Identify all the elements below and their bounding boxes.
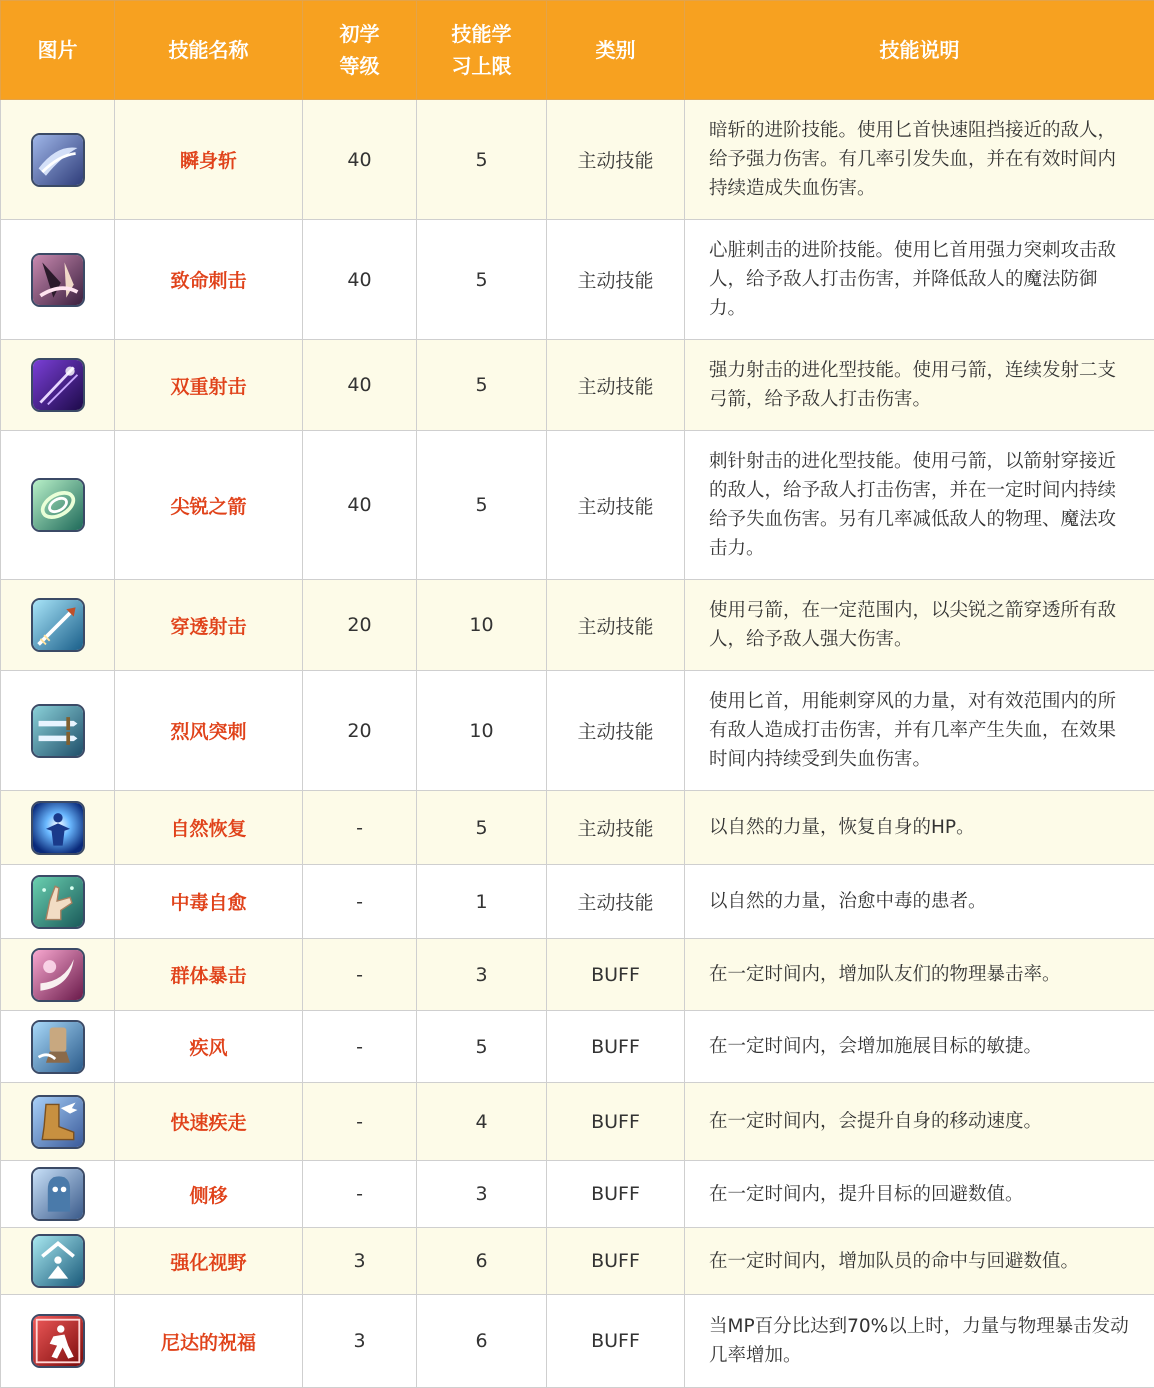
skill-max: 10 <box>417 671 547 791</box>
skill-level: 40 <box>303 431 417 580</box>
skill-max: 5 <box>417 100 547 220</box>
winged-boot-icon <box>31 1095 85 1149</box>
skill-type: BUFF <box>547 1161 685 1228</box>
piercing-shot-icon <box>31 598 85 652</box>
skill-name: 穿透射击 <box>115 580 303 671</box>
skill-desc: 以自然的力量，治愈中毒的患者。 <box>685 865 1154 939</box>
skill-type: BUFF <box>547 1228 685 1295</box>
fatal-stab-icon <box>31 253 85 307</box>
nida-blessing-icon <box>31 1314 85 1368</box>
skill-type: BUFF <box>547 939 685 1011</box>
skill-max: 5 <box>417 1011 547 1083</box>
skill-name: 烈风突刺 <box>115 671 303 791</box>
skill-max: 4 <box>417 1083 547 1161</box>
skill-type: 主动技能 <box>547 100 685 220</box>
skill-level: - <box>303 791 417 865</box>
table-row <box>1 220 1154 340</box>
skill-name: 双重射击 <box>115 340 303 431</box>
header-name: 技能名称 <box>115 1 303 100</box>
skill-desc: 在一定时间内，会提升自身的移动速度。 <box>685 1083 1154 1161</box>
group-critical-icon <box>31 948 85 1002</box>
header-type: 类别 <box>547 1 685 100</box>
skill-type: 主动技能 <box>547 431 685 580</box>
skill-max: 1 <box>417 865 547 939</box>
table-row <box>1 1228 1154 1295</box>
enhanced-vision-icon <box>31 1234 85 1288</box>
skill-name: 瞬身斩 <box>115 100 303 220</box>
skill-name: 侧移 <box>115 1161 303 1228</box>
skill-max: 5 <box>417 220 547 340</box>
skill-level: - <box>303 1161 417 1228</box>
skill-type: BUFF <box>547 1011 685 1083</box>
skill-type: 主动技能 <box>547 220 685 340</box>
skill-type: 主动技能 <box>547 671 685 791</box>
skill-level: 3 <box>303 1295 417 1388</box>
skill-max: 3 <box>417 1161 547 1228</box>
skill-desc: 心脏刺击的进阶技能。使用匕首用强力突刺攻击敌人，给予敌人打击伤害，并降低敌人的魔法防御力。 <box>685 220 1154 340</box>
skill-type: 主动技能 <box>547 865 685 939</box>
table-row <box>1 340 1154 431</box>
skill-desc: 使用弓箭，在一定范围内，以尖锐之箭穿透所有敌人，给予敌人强大伤害。 <box>685 580 1154 671</box>
table-row <box>1 580 1154 671</box>
skill-desc: 在一定时间内，增加队友们的物理暴击率。 <box>685 939 1154 1011</box>
table-row <box>1 865 1154 939</box>
skill-desc: 使用匕首，用能刺穿风的力量，对有效范围内的所有敌人造成打击伤害，并有几率产生失血，在效果时间内持续受到失血伤害。 <box>685 671 1154 791</box>
skill-desc: 在一定时间内，提升目标的回避数值。 <box>685 1161 1154 1228</box>
poison-cure-icon <box>31 875 85 929</box>
header-max: 技能学 习上限 <box>417 1 547 100</box>
skill-max: 6 <box>417 1295 547 1388</box>
skill-name: 尖锐之箭 <box>115 431 303 580</box>
skill-max: 10 <box>417 580 547 671</box>
sidestep-icon <box>31 1167 85 1221</box>
header-desc: 技能说明 <box>685 1 1154 100</box>
skill-name: 自然恢复 <box>115 791 303 865</box>
skill-max: 5 <box>417 791 547 865</box>
skill-level: 40 <box>303 220 417 340</box>
skill-name: 尼达的祝福 <box>115 1295 303 1388</box>
table-row <box>1 1083 1154 1161</box>
skill-level: - <box>303 1083 417 1161</box>
skill-desc: 刺针射击的进化型技能。使用弓箭，以箭射穿接近的敌人，给予敌人打击伤害，并在一定时间内持续给予失血伤害。另有几率减低敌人的物理、魔法攻击力。 <box>685 431 1154 580</box>
skill-desc: 在一定时间内，会增加施展目标的敏捷。 <box>685 1011 1154 1083</box>
skill-desc: 当MP百分比达到70%以上时，力量与物理暴击发动几率增加。 <box>685 1295 1154 1388</box>
skill-name: 中毒自愈 <box>115 865 303 939</box>
header-image: 图片 <box>1 1 115 100</box>
skill-level: - <box>303 865 417 939</box>
skill-level: - <box>303 939 417 1011</box>
skill-name: 致命刺击 <box>115 220 303 340</box>
skill-type: BUFF <box>547 1295 685 1388</box>
skill-desc: 强力射击的进化型技能。使用弓箭，连续发射二支弓箭，给予敌人打击伤害。 <box>685 340 1154 431</box>
table-row <box>1 431 1154 580</box>
table-row <box>1 791 1154 865</box>
skill-desc: 暗斩的进阶技能。使用匕首快速阻挡接近的敌人，给予强力伤害。有几率引发失血，并在有效时间内持续造成失血伤害。 <box>685 100 1154 220</box>
skill-max: 5 <box>417 340 547 431</box>
skill-level: 20 <box>303 580 417 671</box>
table-row <box>1 1295 1154 1388</box>
gale-thrust-icon <box>31 704 85 758</box>
sharp-arrow-icon <box>31 478 85 532</box>
header-level: 初学 等级 <box>303 1 417 100</box>
skill-max: 5 <box>417 431 547 580</box>
skill-level: - <box>303 1011 417 1083</box>
skill-level: 3 <box>303 1228 417 1295</box>
skill-desc: 在一定时间内，增加队员的命中与回避数值。 <box>685 1228 1154 1295</box>
table-row <box>1 1161 1154 1228</box>
skill-level: 40 <box>303 100 417 220</box>
table-row <box>1 1011 1154 1083</box>
gale-boot-icon <box>31 1020 85 1074</box>
skill-type: BUFF <box>547 1083 685 1161</box>
skill-name: 群体暴击 <box>115 939 303 1011</box>
skill-max: 6 <box>417 1228 547 1295</box>
table-row <box>1 671 1154 791</box>
table-row <box>1 100 1154 220</box>
blade-slash-icon <box>31 133 85 187</box>
skill-name: 疾风 <box>115 1011 303 1083</box>
table-row <box>1 939 1154 1011</box>
skill-desc: 以自然的力量，恢复自身的HP。 <box>685 791 1154 865</box>
skill-level: 40 <box>303 340 417 431</box>
skill-type: 主动技能 <box>547 580 685 671</box>
double-shot-icon <box>31 358 85 412</box>
skill-type: 主动技能 <box>547 791 685 865</box>
skill-name: 强化视野 <box>115 1228 303 1295</box>
skill-level: 20 <box>303 671 417 791</box>
natural-recovery-icon <box>31 801 85 855</box>
table-header-row <box>1 1 1154 100</box>
skill-type: 主动技能 <box>547 340 685 431</box>
skill-max: 3 <box>417 939 547 1011</box>
skill-name: 快速疾走 <box>115 1083 303 1161</box>
